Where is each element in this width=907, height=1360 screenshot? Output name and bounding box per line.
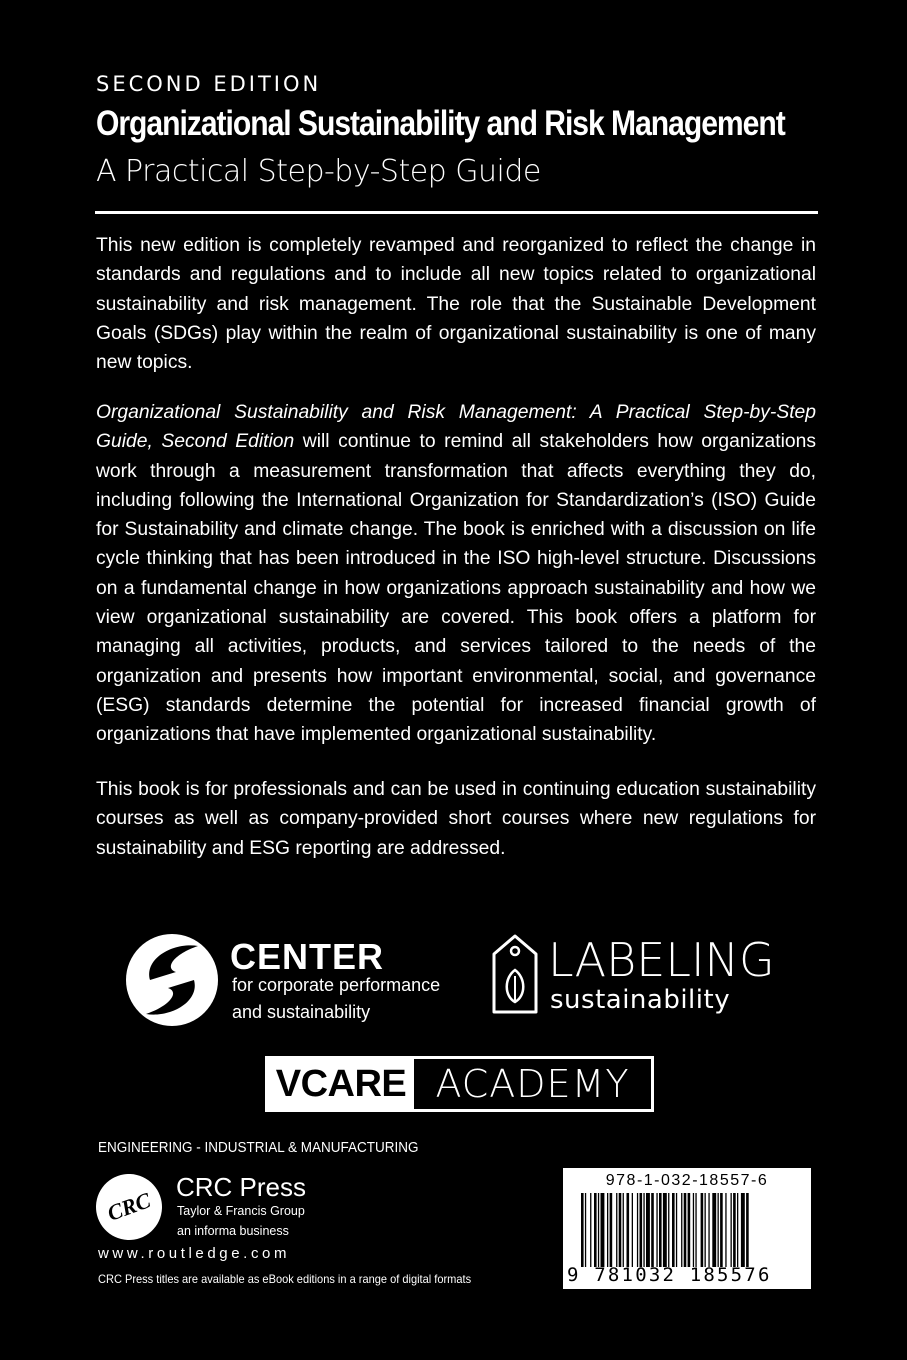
- barcode-bar: [623, 1193, 624, 1267]
- barcode-bar: [746, 1193, 749, 1267]
- divider-rule: [95, 211, 818, 214]
- barcode-bar: [668, 1193, 669, 1267]
- barcode-bar: [632, 1193, 633, 1267]
- crc-logo: CRC: [87, 1165, 172, 1250]
- publisher-informa: an informa business: [177, 1224, 289, 1238]
- barcode-bar: [619, 1193, 622, 1267]
- labeling-logo-subtitle: sustainability: [550, 985, 731, 1015]
- tag-leaf-icon: [492, 934, 538, 1016]
- barcode-bar: [640, 1193, 643, 1267]
- description-paragraph-1: This new edition is completely revamped and reorganized to reflect the change in standards and regulations and to include all new topics related to organizational sustainability and risk management. The role that the Sustainable Development Goals (SDGs) play within the realm of organizational sustainability is one of many new topics.: [96, 235, 816, 374]
- center-logo-title: CENTER: [230, 936, 385, 977]
- barcode-bar: [718, 1193, 719, 1267]
- vcare-logo-left: VCARE: [268, 1059, 414, 1109]
- barcode-bar: [676, 1193, 677, 1267]
- barcode-bar: [733, 1193, 736, 1267]
- barcode-bar: [731, 1193, 732, 1267]
- barcode-bar: [610, 1193, 613, 1267]
- vcare-academy-logo: [265, 1056, 654, 1112]
- edition-label: SECOND EDITION: [96, 72, 322, 96]
- barcode-bar: [708, 1193, 709, 1267]
- center-logo-icon: [124, 932, 220, 1028]
- isbn-barcode: [563, 1168, 811, 1289]
- barcode-bar: [651, 1193, 654, 1267]
- center-logo-subtitle-1: for corporate performance: [232, 975, 441, 995]
- barcode-bar: [688, 1193, 691, 1267]
- barcode-bar: [643, 1193, 644, 1267]
- barcode-bar: [705, 1193, 706, 1267]
- barcode-bar: [684, 1193, 687, 1267]
- publisher-name: CRC Press: [176, 1172, 307, 1202]
- paragraph-2-text: will continue to remind all stakeholders how organizations work through a measurement transformation that affects everything they do, including following the International Organization for Standardization’s (ISO) Guide for Sustainability and climate change. The book is enriched with a discussion on life cycle thinking that has been introduced in the ISO high-level structure. Discussions on a fundamental change in how organizations approach sustainability and how we view organizational sustainability are covered. This book offers a platform for managing all activities, products, and services tailored to the needs of the organization and presents how important environmental, social, and governance (ESG) standards determine the potential for increased financial growth of organizations that have implemented organizational sustainability.: [96, 431, 816, 746]
- barcode-bar: [646, 1193, 650, 1267]
- book-title-italic: Organizational Sustainability and Risk Management: A Practical Step-by-Step Guide, Second Edition: [96, 402, 816, 453]
- isbn-text-top: 978-1-032-18557-6: [605, 1172, 769, 1189]
- barcode-bar: [663, 1193, 667, 1267]
- barcode-bar: [720, 1193, 723, 1267]
- barcode-bar: [712, 1193, 716, 1267]
- book-title: Organizational Sustainability and Risk Management: [96, 104, 785, 143]
- barcode-bar: [627, 1193, 630, 1267]
- labeling-logo-title: LABELING: [548, 933, 775, 987]
- barcode-bar: [681, 1193, 682, 1267]
- barcode-bar: [594, 1193, 597, 1267]
- subject-category: ENGINEERING - INDUSTRIAL & MANUFACTURING: [98, 1139, 419, 1156]
- publisher-website: www.routledge.com: [98, 1245, 291, 1262]
- center-logo-subtitle-2: and sustainability: [232, 1002, 371, 1022]
- barcode-bar: [607, 1193, 608, 1267]
- barcode-bar: [637, 1193, 638, 1267]
- description-paragraph-2: [96, 398, 816, 750]
- barcode-bar: [695, 1193, 696, 1267]
- barcode-bar: [598, 1193, 599, 1267]
- barcode-bar: [741, 1193, 745, 1267]
- book-subtitle: A Practical Step-by-Step Guide: [96, 154, 541, 189]
- ebook-note: CRC Press titles are available as eBook editions in a range of digital formats: [98, 1272, 472, 1286]
- barcode-bar: [737, 1193, 738, 1267]
- barcode-bar: [590, 1193, 591, 1267]
- barcode-bar: [585, 1193, 586, 1267]
- publisher-group: Taylor & Francis Group: [177, 1204, 305, 1218]
- barcode-bar: [693, 1193, 694, 1267]
- barcode-bar: [656, 1193, 657, 1267]
- vcare-logo-right: ACADEMY: [435, 1062, 630, 1106]
- barcode-bars: [581, 1193, 795, 1267]
- barcode-bar: [616, 1193, 617, 1267]
- barcode-bar: [659, 1193, 662, 1267]
- isbn-text-bottom: 9 781032 185576: [567, 1264, 772, 1286]
- barcode-bar: [672, 1193, 675, 1267]
- barcode-bar: [601, 1193, 605, 1267]
- barcode-bar: [581, 1193, 584, 1267]
- barcode-bar: [725, 1193, 726, 1267]
- description-paragraph-3: This book is for professionals and can be used in continuing education sustainability courses as well as company-provided short courses where new regulations for sustainability and ESG reporting are addressed.: [96, 779, 816, 859]
- barcode-bar: [701, 1193, 704, 1267]
